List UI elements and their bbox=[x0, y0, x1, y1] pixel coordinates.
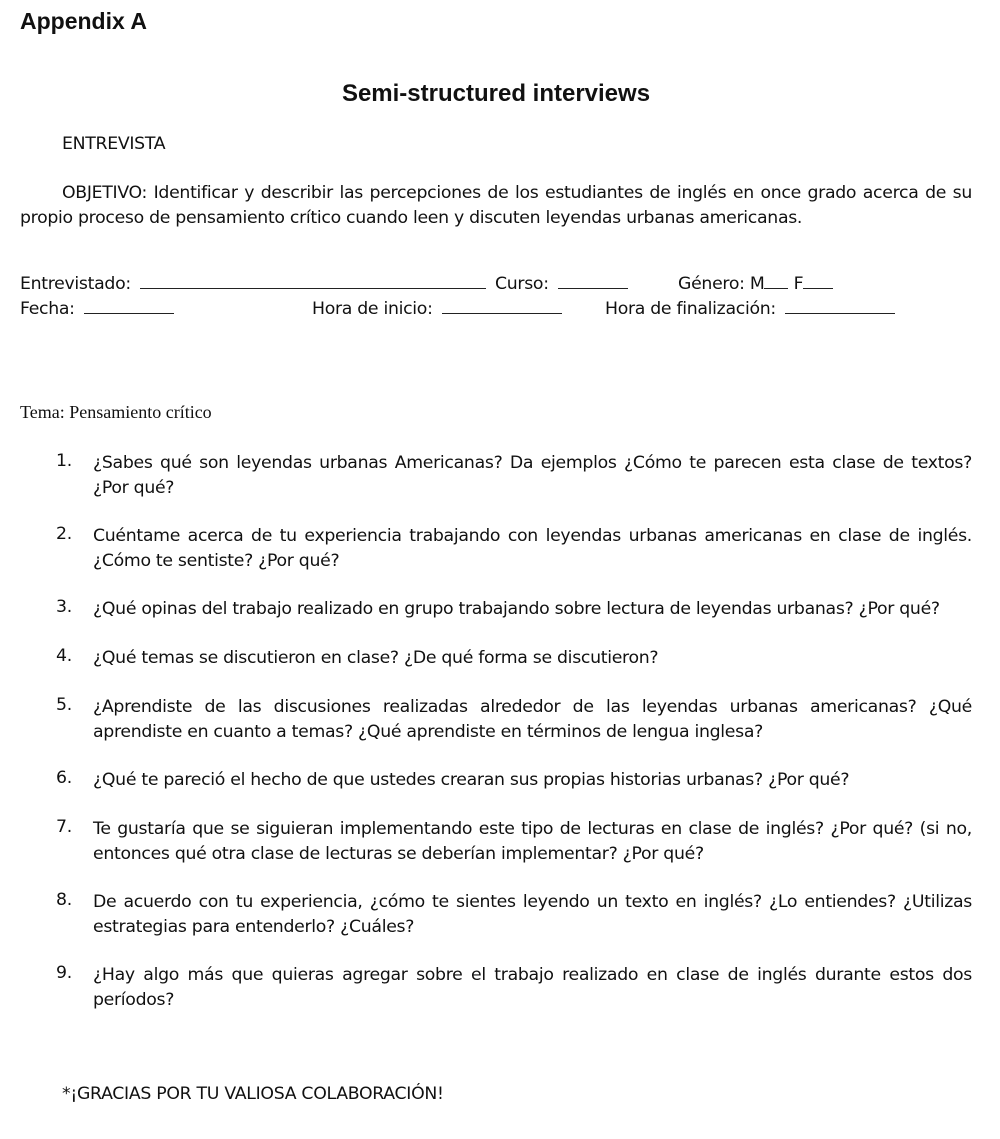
page-title: Semi-structured interviews bbox=[341, 80, 651, 107]
genero-m-blank[interactable] bbox=[764, 273, 788, 289]
genero-field bbox=[678, 273, 833, 294]
genero-label: Género: bbox=[678, 274, 745, 294]
question-number: 6. bbox=[56, 768, 72, 788]
appendix-heading: Appendix A bbox=[20, 8, 147, 34]
question-number: 2. bbox=[56, 524, 72, 544]
hora-fin-blank[interactable] bbox=[785, 298, 895, 314]
question-number: 9. bbox=[56, 963, 72, 983]
question-number: 7. bbox=[56, 817, 72, 837]
question-number: 3. bbox=[56, 597, 72, 617]
topic-heading: Tema: Pensamiento crítico bbox=[20, 402, 212, 422]
question-number: 1. bbox=[56, 451, 72, 471]
curso-blank[interactable] bbox=[558, 273, 628, 289]
curso-field bbox=[495, 273, 628, 294]
genero-m-label: M bbox=[749, 274, 765, 294]
curso-label: Curso: bbox=[495, 274, 549, 294]
hora-inicio-label: Hora de inicio: bbox=[312, 299, 433, 319]
question-number: 8. bbox=[56, 890, 72, 910]
objective-paragraph: OBJETIVO: Identificar y describir las percepciones de los estudiantes de inglés en once grado acerca de su propio proceso de pensamiento crítico cuando leen y discuten leyendas urbanas americanas. bbox=[20, 183, 972, 228]
genero-f-blank[interactable] bbox=[803, 273, 833, 289]
question-number: 5. bbox=[56, 695, 72, 715]
hora-fin-field bbox=[605, 298, 895, 319]
question-text: De acuerdo con tu experiencia, ¿cómo te sientes leyendo un texto en inglés? ¿Lo entiendes? ¿Utilizas estrategias para entenderlo? ¿Cuáles? bbox=[93, 892, 972, 937]
fecha-field bbox=[20, 298, 174, 319]
entrevistado-field bbox=[20, 273, 486, 294]
fecha-blank[interactable] bbox=[84, 298, 174, 314]
hora-inicio-blank[interactable] bbox=[442, 298, 562, 314]
thanks-note: *¡GRACIAS POR TU VALIOSA COLABORACIÓN! bbox=[62, 1084, 444, 1104]
section-label: ENTREVISTA bbox=[62, 134, 166, 154]
hora-inicio-field bbox=[312, 298, 562, 319]
question-text: ¿Qué te pareció el hecho de que ustedes crearan sus propias historias urbanas? ¿Por qué? bbox=[93, 770, 850, 790]
question-number: 4. bbox=[56, 646, 72, 666]
question-text: ¿Hay algo más que quieras agregar sobre el trabajo realizado en clase de inglés durante estos dos períodos? bbox=[93, 965, 972, 1010]
question-text: ¿Qué opinas del trabajo realizado en grupo trabajando sobre lectura de leyendas urbanas? ¿Por qué? bbox=[93, 599, 940, 619]
fecha-label: Fecha: bbox=[20, 299, 75, 319]
entrevistado-label: Entrevistado: bbox=[20, 274, 131, 294]
hora-fin-label: Hora de finalización: bbox=[605, 299, 776, 319]
question-text: ¿Qué temas se discutieron en clase? ¿De qué forma se discutieron? bbox=[93, 648, 659, 668]
question-text: ¿Aprendiste de las discusiones realizadas alrededor de las leyendas urbanas americanas? ¿Qué aprendiste en cuanto a temas? ¿Qué aprendiste en términos de lengua inglesa? bbox=[93, 697, 972, 742]
question-text: Cuéntame acerca de tu experiencia trabajando con leyendas urbanas americanas en clase de inglés. ¿Cómo te sentiste? ¿Por qué? bbox=[93, 526, 972, 571]
entrevistado-blank[interactable] bbox=[140, 273, 486, 289]
question-text: Te gustaría que se siguieran implementando este tipo de lecturas en clase de inglés? ¿Por qué? (si no, entonces qué otra clase de lecturas se deberían implementar? ¿Por qué? bbox=[93, 819, 972, 864]
question-text: ¿Sabes qué son leyendas urbanas Americanas? Da ejemplos ¿Cómo te parecen esta clase de textos? ¿Por qué? bbox=[93, 453, 972, 498]
genero-f-label: F bbox=[793, 274, 804, 294]
